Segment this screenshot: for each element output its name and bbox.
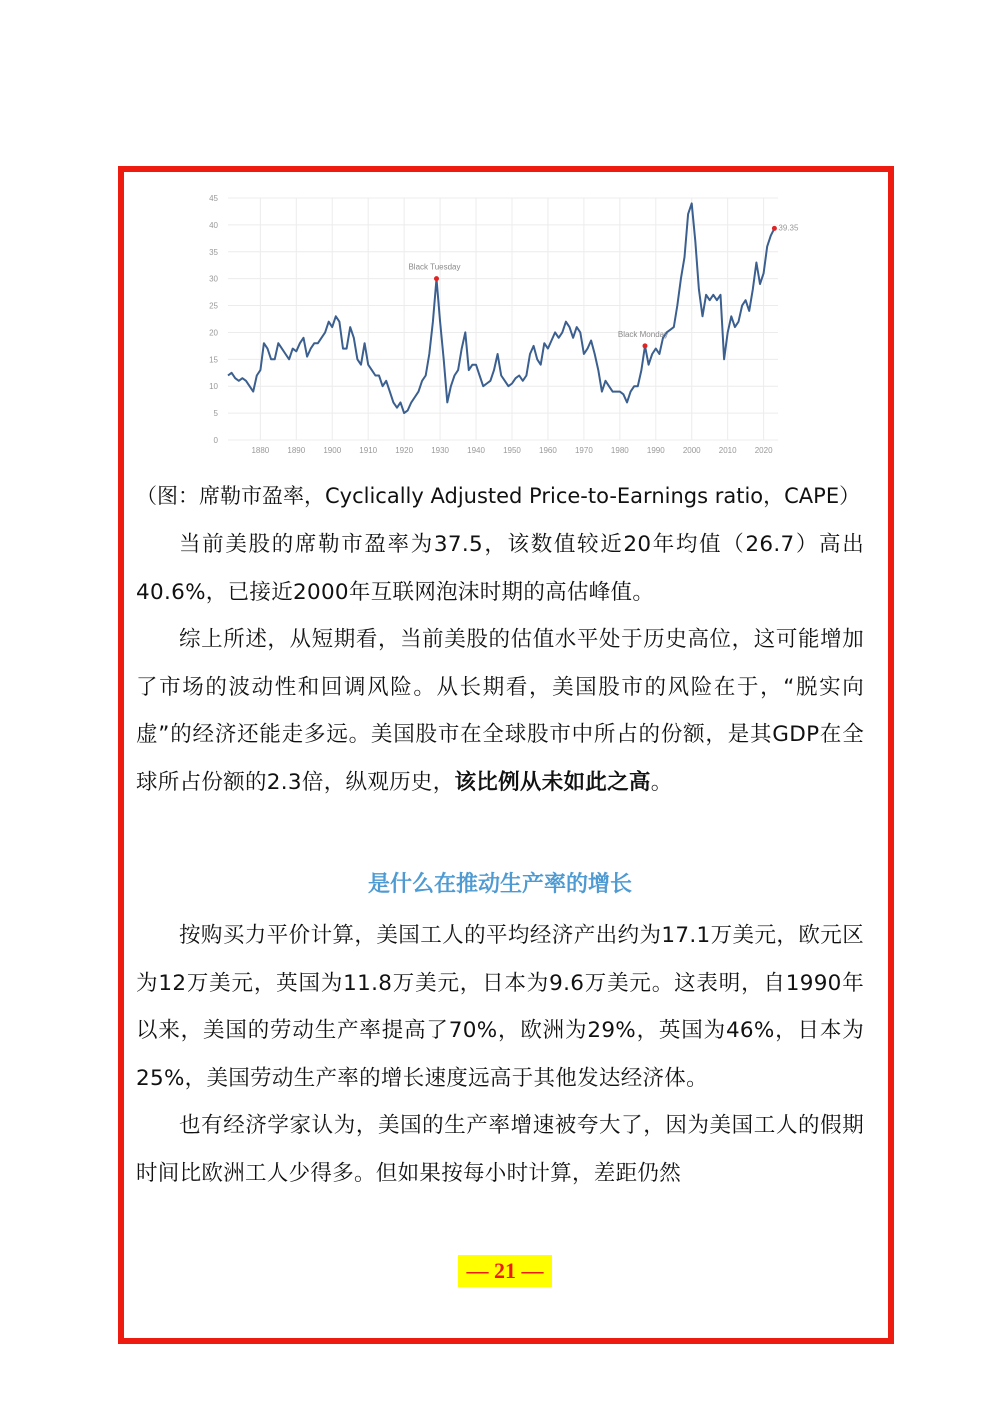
page-number: — 21 — (458, 1255, 552, 1287)
y-tick-label: 20 (209, 328, 218, 338)
paragraph-economists: 也有经济学家认为，美国的生产率增速被夸大了，因为美国工人的假期时间比欧洲工人少得多。但如果按每小时计算，差距仍然 (136, 1113, 864, 1186)
x-tick-label: 1900 (323, 446, 342, 455)
paragraph-productivity: 按购买力平价计算，美国工人的平均经济产出约为17.1万美元，欧元区为12万美元，英国为11.8万美元，日本为9.6万美元。这表明，自1990年以来，美国的劳动生产率提高了70%，欧洲为29%，英国为46%，日本为25%，美国劳动生产率的增长速度远高于其他发达经济体。 (136, 923, 864, 1091)
x-tick-label: 2010 (718, 446, 737, 455)
cape-chart-svg (190, 190, 810, 460)
annotation-marker (642, 343, 647, 348)
x-tick-label: 1980 (610, 446, 629, 455)
summary-text: 综上所述，从短期看，当前美股的估值水平处于历史高位，这可能增加了市场的波动性和回调风险。从长期看，美国股市的风险在于，“脱实向虚”的经济还能走多远。美国股市在全球股市中所占的份额，是其GDP在全球所占份额的2.3倍，纵观历史， (136, 627, 864, 795)
y-tick-label: 10 (209, 382, 218, 392)
x-tick-label: 1970 (574, 446, 593, 455)
y-tick-label: 15 (209, 355, 218, 365)
x-tick-label: 1940 (467, 446, 485, 455)
x-tick-label: 1960 (539, 446, 557, 455)
x-tick-label: 1990 (646, 446, 665, 455)
y-tick-label: 0 (213, 436, 218, 445)
paragraph-summary (136, 616, 864, 806)
summary-emphasis: 该比例从未如此之高 (454, 769, 651, 795)
cape-chart (190, 190, 810, 460)
x-tick-label: 1930 (431, 446, 449, 455)
y-tick-label: 35 (209, 247, 218, 257)
figure-caption: （图：席勒市盈率，Cyclically Adjusted Price-to-Earnings ratio，CAPE） (136, 484, 861, 508)
y-tick-label: 40 (209, 220, 218, 230)
annotation-marker (434, 276, 439, 281)
x-tick-label: 1920 (395, 446, 414, 455)
x-tick-label: 1950 (503, 446, 521, 455)
paragraph-cape-value: 当前美股的席勒市盈率为37.5，该数值较近20年均值（26.7）高出40.6%，已接近2000年互联网泡沫时期的高估峰值。 (136, 532, 864, 605)
x-tick-label: 1890 (287, 446, 306, 455)
x-tick-label: 1910 (359, 446, 378, 455)
x-tick-label: 1880 (251, 446, 270, 455)
y-tick-label: 30 (209, 274, 218, 284)
y-tick-label: 45 (209, 194, 218, 203)
annotation-marker (772, 226, 777, 231)
summary-end: 。 (650, 769, 673, 795)
x-tick-label: 2020 (754, 446, 773, 455)
cape-series-line (228, 203, 774, 413)
x-tick-label: 2000 (682, 446, 701, 455)
annotation-label: 39.35 (778, 223, 799, 233)
section-heading: 是什么在推动生产率的增长 (367, 871, 632, 897)
body-text-bottom (136, 912, 864, 1197)
y-tick-label: 25 (209, 301, 218, 311)
y-tick-label: 5 (213, 409, 218, 419)
body-text-top (136, 521, 864, 806)
annotation-label: Black Monday (617, 329, 669, 339)
annotation-label: Black Tuesday (408, 262, 461, 272)
